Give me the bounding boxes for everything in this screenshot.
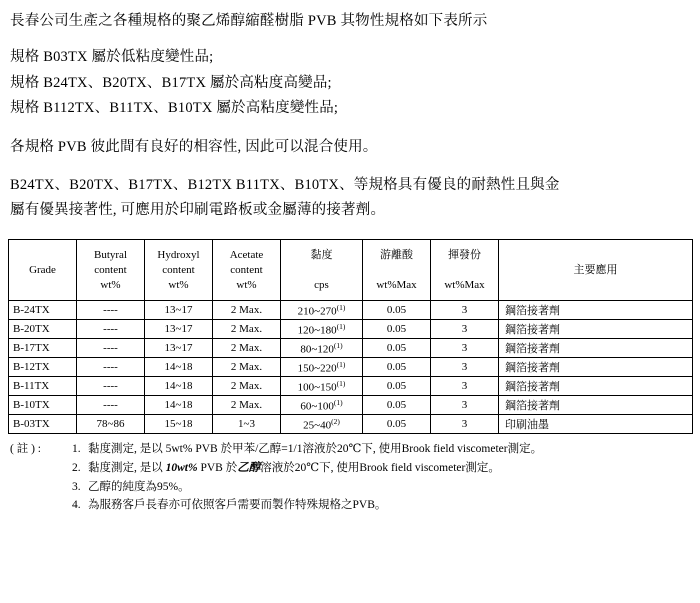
compatibility-line: 各規格 PVB 彼此間有良好的相容性, 因此可以混合使用。 [10, 138, 378, 155]
note-text: 乙醇的純度為95%。 [88, 480, 190, 493]
cell-viscosity [281, 320, 363, 339]
cell-viscosity [281, 358, 363, 377]
cell-hydroxyl: 14~18 [145, 377, 213, 396]
cell-volatile: 3 [431, 415, 499, 434]
cell-hydroxyl: 14~18 [145, 358, 213, 377]
cell-viscosity [281, 377, 363, 396]
cell-viscosity-footnote: (1) [333, 397, 343, 407]
note-item [72, 459, 700, 478]
cell-hydroxyl: 13~17 [145, 339, 213, 358]
table-row [9, 415, 693, 434]
header-butyral-line1: Butyral [94, 249, 127, 262]
header-hydroxyl-line3: wt% [168, 278, 189, 291]
cell-volatile: 3 [431, 396, 499, 415]
note-emphasis-solvent: 乙醇 [237, 461, 261, 474]
note-item [72, 440, 700, 459]
header-acetate-line3: wt% [236, 278, 257, 291]
table-row [9, 396, 693, 415]
note-text: 為服務客戶長春亦可依照客戶需要而製作特殊規格之PVB。 [88, 499, 387, 512]
spec-line-1: 規格 B03TX 屬於低粘度變性品; [10, 49, 214, 66]
cell-application: 鋼箔接著劑 [499, 320, 693, 339]
cell-viscosity-value: 100~150 [297, 381, 337, 394]
cell-volatile: 3 [431, 339, 499, 358]
cell-viscosity-footnote: (1) [333, 340, 343, 350]
cell-free-acid: 0.05 [363, 377, 431, 396]
cell-acetate: 2 Max. [213, 320, 281, 339]
note-text: 黏度測定, 是以 5wt% PVB 於甲苯/乙醇=1/1溶液於20℃下, 使用Brook field viscometer測定。 [88, 443, 543, 456]
cell-viscosity [281, 339, 363, 358]
spec-line-2: 規格 B24TX、B20TX、B17TX 屬於高粘度高變品; [10, 74, 332, 91]
cell-viscosity-value: 120~180 [297, 324, 337, 337]
header-viscosity-line3: cps [314, 278, 329, 291]
cell-volatile: 3 [431, 377, 499, 396]
notes-label: ( 註 ) : [10, 443, 41, 456]
header-free-acid-line3: wt%Max [376, 278, 417, 291]
cell-acetate: 2 Max. [213, 377, 281, 396]
cell-volatile: 3 [431, 358, 499, 377]
header-acetate-line2: content [230, 263, 263, 276]
note-text-post: 溶液於20℃下, 使用Brook field viscometer測定。 [260, 461, 500, 474]
cell-hydroxyl: 14~18 [145, 396, 213, 415]
note-number: 4. [72, 499, 81, 512]
header-volatile-line1: 揮發份 [448, 249, 481, 262]
heat-resistance-line-2: 屬有優異接著性, 可應用於印刷電路板或金屬薄的接著劑。 [10, 201, 386, 218]
note-item [72, 496, 700, 515]
note-text-pre: 黏度測定, 是以 [88, 461, 166, 474]
header-butyral-line2: content [94, 263, 127, 276]
cell-viscosity-value: 210~270 [297, 305, 337, 318]
cell-acetate: 2 Max. [213, 396, 281, 415]
table-body [9, 301, 693, 434]
cell-application: 鋼箔接著劑 [499, 377, 693, 396]
table-row [9, 358, 693, 377]
cell-grade: B-20TX [9, 320, 77, 339]
cell-viscosity [281, 301, 363, 320]
cell-application: 鋼箔接著劑 [499, 396, 693, 415]
cell-butyral: ---- [77, 396, 145, 415]
heat-resistance-line-1: B24TX、B20TX、B17TX、B12TX B11TX、B10TX、等規格具有優良的耐熱性且與金 [10, 177, 560, 194]
table-row [9, 301, 693, 320]
cell-acetate: 2 Max. [213, 339, 281, 358]
cell-application: 印刷油墨 [499, 415, 693, 434]
header-hydroxyl-line1: Hydroxyl [157, 249, 200, 262]
cell-hydroxyl: 13~17 [145, 320, 213, 339]
cell-acetate: 2 Max. [213, 358, 281, 377]
header-application [499, 240, 693, 301]
note-text-mid: PVB 於 [197, 461, 238, 474]
cell-butyral: ---- [77, 301, 145, 320]
table-row [9, 339, 693, 358]
cell-viscosity-value: 80~120 [300, 343, 334, 356]
header-butyral-line3: wt% [100, 278, 121, 291]
cell-butyral: ---- [77, 358, 145, 377]
cell-butyral: 78~86 [77, 415, 145, 434]
cell-butyral: ---- [77, 377, 145, 396]
notes-section [10, 440, 700, 515]
header-application-line1: 主要應用 [573, 263, 618, 276]
note-number: 1. [72, 443, 81, 456]
cell-viscosity-footnote: (2) [331, 416, 340, 426]
note-number: 3. [72, 480, 81, 493]
cell-viscosity-footnote: (1) [336, 378, 346, 388]
header-free-acid [363, 240, 431, 301]
header-acetate [213, 240, 281, 301]
header-volatile [431, 240, 499, 301]
cell-viscosity-footnote: (1) [336, 302, 346, 312]
header-viscosity-line1: 黏度 [310, 249, 333, 262]
document-heading: 長春公司生產之各種規格的聚乙烯醇縮醛樹脂 PVB 其物性規格如下表所示 [10, 13, 488, 29]
spec-lines-group [10, 46, 688, 119]
cell-application: 鋼箔接著劑 [499, 301, 693, 320]
cell-grade: B-03TX [9, 415, 77, 434]
cell-grade: B-17TX [9, 339, 77, 358]
cell-volatile: 3 [431, 301, 499, 320]
cell-free-acid: 0.05 [363, 320, 431, 339]
cell-free-acid: 0.05 [363, 301, 431, 320]
cell-viscosity-footnote: (1) [336, 321, 346, 331]
cell-grade: B-11TX [9, 377, 77, 396]
cell-free-acid: 0.05 [363, 396, 431, 415]
header-volatile-line3: wt%Max [444, 278, 485, 291]
cell-acetate: 1~3 [213, 415, 281, 434]
notes-list [72, 440, 700, 515]
pvb-spec-table [8, 239, 693, 434]
cell-volatile: 3 [431, 320, 499, 339]
cell-viscosity-value: 150~220 [297, 362, 337, 375]
header-free-acid-line1: 游離酸 [380, 249, 413, 262]
cell-application: 鋼箔接著劑 [499, 339, 693, 358]
cell-viscosity [281, 415, 363, 434]
cell-viscosity-value: 60~100 [300, 400, 334, 413]
table-row [9, 320, 693, 339]
header-grade-line1: Grade [29, 263, 56, 276]
cell-viscosity [281, 396, 363, 415]
cell-butyral: ---- [77, 339, 145, 358]
header-acetate-line1: Acetate [229, 249, 264, 262]
cell-application: 鋼箔接著劑 [499, 358, 693, 377]
cell-free-acid: 0.05 [363, 358, 431, 377]
header-butyral [77, 240, 145, 301]
note-number: 2. [72, 461, 81, 474]
cell-hydroxyl: 13~17 [145, 301, 213, 320]
header-viscosity [281, 240, 363, 301]
cell-grade: B-10TX [9, 396, 77, 415]
note-emphasis-concentration: 10wt% [165, 461, 198, 474]
header-hydroxyl-line2: content [162, 263, 195, 276]
cell-hydroxyl: 15~18 [145, 415, 213, 434]
intro-section [0, 0, 700, 221]
spec-line-3: 規格 B112TX、B11TX、B10TX 屬於高粘度變性品; [10, 100, 339, 117]
header-hydroxyl [145, 240, 213, 301]
cell-free-acid: 0.05 [363, 339, 431, 358]
note-item [72, 478, 700, 497]
cell-free-acid: 0.05 [363, 415, 431, 434]
header-grade [9, 240, 77, 301]
cell-grade: B-12TX [9, 358, 77, 377]
cell-butyral: ---- [77, 320, 145, 339]
cell-viscosity-footnote: (1) [336, 359, 346, 369]
cell-grade: B-24TX [9, 301, 77, 320]
table-header-row [9, 240, 693, 301]
cell-acetate: 2 Max. [213, 301, 281, 320]
table-row [9, 377, 693, 396]
cell-viscosity-value: 25~40 [303, 419, 332, 432]
